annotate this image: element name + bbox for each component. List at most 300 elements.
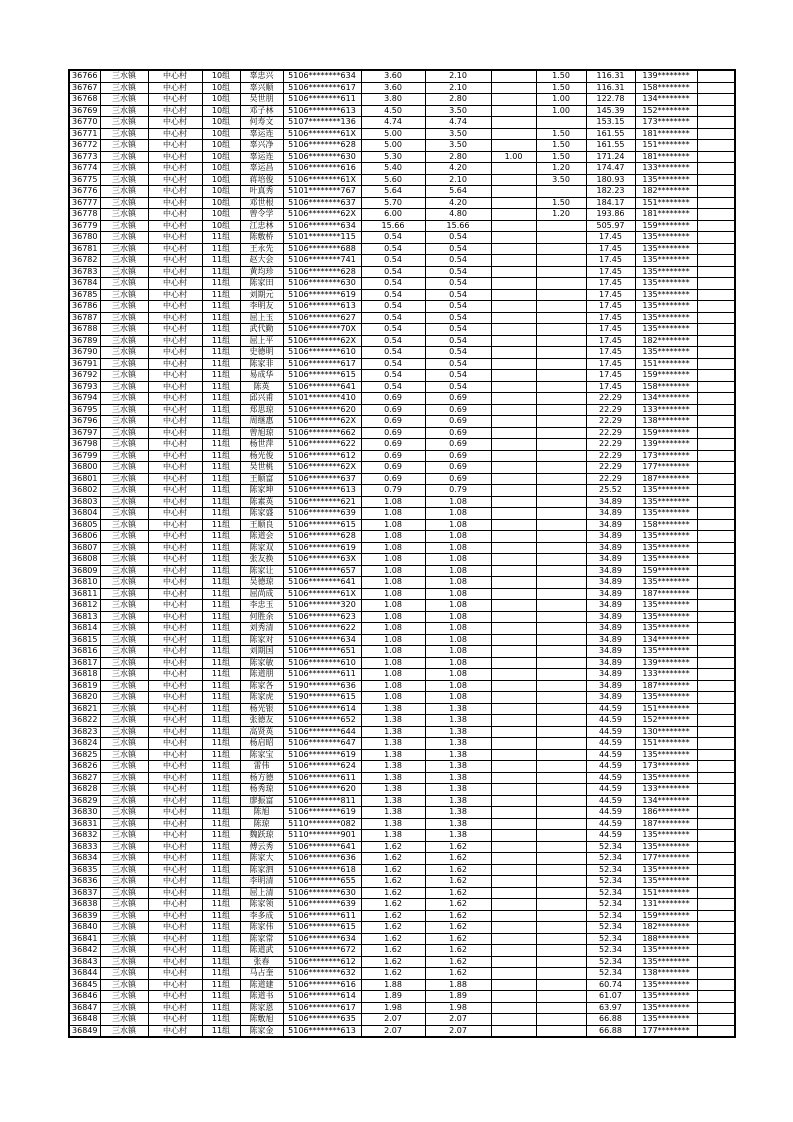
cell-num3	[491, 450, 536, 462]
cell-blank	[697, 657, 735, 669]
cell-seq: 36835	[69, 864, 100, 876]
table-row	[69, 600, 735, 612]
cell-village: 中心村	[148, 945, 202, 957]
cell-name: 陈道建	[240, 979, 283, 991]
cell-village: 中心村	[148, 393, 202, 405]
cell-phone: 135********	[635, 542, 697, 554]
cell-name: 陈家非	[240, 358, 283, 370]
cell-id-number: 5190********615	[283, 692, 361, 704]
cell-blank	[697, 611, 735, 623]
cell-village: 中心村	[148, 979, 202, 991]
cell-num3	[491, 163, 536, 175]
cell-num2: 0.79	[425, 485, 491, 497]
cell-name: 陈道书	[240, 991, 283, 1003]
table-row	[69, 715, 735, 727]
cell-phone: 135********	[635, 945, 697, 957]
cell-group: 10组	[202, 140, 240, 152]
cell-group: 10组	[202, 151, 240, 163]
cell-seq: 36791	[69, 358, 100, 370]
cell-name: 屈上清	[240, 887, 283, 899]
cell-village: 中心村	[148, 565, 202, 577]
cell-village: 中心村	[148, 496, 202, 508]
cell-phone: 135********	[635, 554, 697, 566]
cell-town: 三水镇	[100, 761, 148, 773]
cell-num3	[491, 577, 536, 589]
cell-total: 44.59	[586, 830, 635, 842]
cell-blank	[697, 151, 735, 163]
cell-num2: 1.08	[425, 657, 491, 669]
table-row	[69, 347, 735, 359]
cell-name: 邓世根	[240, 197, 283, 209]
cell-total: 61.07	[586, 991, 635, 1003]
cell-village: 中心村	[148, 726, 202, 738]
cell-total: 44.59	[586, 715, 635, 727]
cell-num4	[536, 554, 586, 566]
cell-num2: 1.38	[425, 795, 491, 807]
cell-phone: 135********	[635, 531, 697, 543]
cell-total: 122.78	[586, 94, 635, 106]
cell-group: 10组	[202, 174, 240, 186]
cell-id-number: 5106********613	[283, 1025, 361, 1037]
cell-village: 中心村	[148, 956, 202, 968]
cell-num3	[491, 209, 536, 221]
cell-num2: 1.38	[425, 830, 491, 842]
cell-seq: 36781	[69, 243, 100, 255]
table-row	[69, 473, 735, 485]
cell-group: 11组	[202, 968, 240, 980]
cell-total: 52.34	[586, 910, 635, 922]
cell-num3	[491, 232, 536, 244]
cell-group: 11组	[202, 381, 240, 393]
cell-total: 17.45	[586, 358, 635, 370]
cell-seq: 36816	[69, 646, 100, 658]
table-row	[69, 853, 735, 865]
cell-num3: 1.00	[491, 151, 536, 163]
cell-village: 中心村	[148, 94, 202, 106]
cell-blank	[697, 485, 735, 497]
cell-total: 22.29	[586, 473, 635, 485]
cell-town: 三水镇	[100, 186, 148, 198]
cell-num1: 1.62	[361, 910, 425, 922]
cell-total: 17.45	[586, 243, 635, 255]
table-row	[69, 335, 735, 347]
cell-id-number: 5106********651	[283, 646, 361, 658]
cell-num1: 1.89	[361, 991, 425, 1003]
cell-total: 44.59	[586, 772, 635, 784]
cell-num3	[491, 381, 536, 393]
cell-blank	[697, 749, 735, 761]
cell-blank	[697, 692, 735, 704]
cell-num2: 4.80	[425, 209, 491, 221]
cell-village: 中心村	[148, 588, 202, 600]
cell-blank	[697, 554, 735, 566]
cell-num4: 3.50	[536, 174, 586, 186]
cell-town: 三水镇	[100, 692, 148, 704]
cell-village: 中心村	[148, 1002, 202, 1014]
cell-seq: 36845	[69, 979, 100, 991]
cell-town: 三水镇	[100, 243, 148, 255]
cell-phone: 135********	[635, 324, 697, 336]
cell-num4	[536, 462, 586, 474]
cell-town: 三水镇	[100, 70, 148, 82]
cell-id-number: 5106********630	[283, 278, 361, 290]
cell-village: 中心村	[148, 427, 202, 439]
table-row	[69, 1014, 735, 1026]
cell-name: 刘期国	[240, 646, 283, 658]
cell-seq: 36812	[69, 600, 100, 612]
cell-name: 雷伟	[240, 761, 283, 773]
cell-phone: 133********	[635, 404, 697, 416]
cell-total: 34.89	[586, 531, 635, 543]
cell-num1: 1.08	[361, 646, 425, 658]
cell-blank	[697, 634, 735, 646]
cell-num1: 1.08	[361, 508, 425, 520]
cell-num3	[491, 312, 536, 324]
cell-phone: 135********	[635, 577, 697, 589]
cell-name: 陈家伟	[240, 922, 283, 934]
cell-num4	[536, 922, 586, 934]
cell-num2: 4.74	[425, 117, 491, 129]
table-row	[69, 795, 735, 807]
cell-town: 三水镇	[100, 485, 148, 497]
table-row	[69, 830, 735, 842]
cell-seq: 36784	[69, 278, 100, 290]
cell-num4: 1.00	[536, 94, 586, 106]
cell-num3	[491, 324, 536, 336]
cell-num3	[491, 933, 536, 945]
cell-phone: 133********	[635, 163, 697, 175]
cell-total: 153.15	[586, 117, 635, 129]
cell-num1: 1.62	[361, 841, 425, 853]
cell-total: 34.89	[586, 577, 635, 589]
cell-village: 中心村	[148, 128, 202, 140]
cell-name: 陈敷桥	[240, 232, 283, 244]
cell-num3	[491, 427, 536, 439]
cell-name: 易成华	[240, 370, 283, 382]
cell-total: 193.86	[586, 209, 635, 221]
cell-name: 陈家大	[240, 853, 283, 865]
cell-num4	[536, 669, 586, 681]
cell-blank	[697, 841, 735, 853]
cell-id-number: 5106********619	[283, 749, 361, 761]
cell-num2: 1.38	[425, 726, 491, 738]
cell-num4	[536, 531, 586, 543]
cell-total: 44.59	[586, 807, 635, 819]
cell-blank	[697, 117, 735, 129]
table-row	[69, 197, 735, 209]
cell-seq: 36846	[69, 991, 100, 1003]
cell-town: 三水镇	[100, 140, 148, 152]
cell-id-number: 5106********628	[283, 531, 361, 543]
cell-phone: 135********	[635, 174, 697, 186]
cell-phone: 135********	[635, 1002, 697, 1014]
cell-name: 曾旭琼	[240, 427, 283, 439]
cell-num4	[536, 807, 586, 819]
cell-total: 34.89	[586, 600, 635, 612]
cell-town: 三水镇	[100, 738, 148, 750]
cell-num3	[491, 186, 536, 198]
cell-name: 辜运连	[240, 128, 283, 140]
cell-num2: 1.98	[425, 1002, 491, 1014]
cell-blank	[697, 209, 735, 221]
table-row	[69, 634, 735, 646]
cell-village: 中心村	[148, 462, 202, 474]
cell-seq: 36840	[69, 922, 100, 934]
cell-seq: 36839	[69, 910, 100, 922]
cell-name: 陈家盛	[240, 508, 283, 520]
cell-phone: 152********	[635, 715, 697, 727]
cell-num4	[536, 945, 586, 957]
cell-seq: 36778	[69, 209, 100, 221]
cell-blank	[697, 324, 735, 336]
cell-name: 吴世朋	[240, 94, 283, 106]
cell-id-number: 5106********617	[283, 82, 361, 94]
cell-town: 三水镇	[100, 749, 148, 761]
cell-num2: 1.62	[425, 968, 491, 980]
cell-name: 吴世桃	[240, 462, 283, 474]
cell-total: 34.89	[586, 565, 635, 577]
cell-num4	[536, 519, 586, 531]
cell-phone: 134********	[635, 795, 697, 807]
cell-group: 11组	[202, 255, 240, 267]
cell-town: 三水镇	[100, 1002, 148, 1014]
cell-group: 11组	[202, 795, 240, 807]
cell-group: 11组	[202, 370, 240, 382]
cell-num1: 1.38	[361, 738, 425, 750]
cell-num3	[491, 393, 536, 405]
cell-town: 三水镇	[100, 347, 148, 359]
cell-town: 三水镇	[100, 922, 148, 934]
cell-name: 王顺富	[240, 473, 283, 485]
cell-village: 中心村	[148, 117, 202, 129]
cell-num2: 0.54	[425, 347, 491, 359]
cell-name: 陈家双	[240, 542, 283, 554]
cell-village: 中心村	[148, 70, 202, 82]
cell-num2: 5.64	[425, 186, 491, 198]
cell-num3	[491, 634, 536, 646]
cell-group: 11组	[202, 841, 240, 853]
cell-blank	[697, 519, 735, 531]
cell-town: 三水镇	[100, 795, 148, 807]
cell-num1: 6.00	[361, 209, 425, 221]
cell-village: 中心村	[148, 600, 202, 612]
cell-num2: 0.54	[425, 370, 491, 382]
cell-seq: 36849	[69, 1025, 100, 1037]
cell-id-number: 5106********62X	[283, 335, 361, 347]
cell-phone: 182********	[635, 922, 697, 934]
cell-num2: 2.10	[425, 82, 491, 94]
cell-num1: 3.60	[361, 70, 425, 82]
cell-num3	[491, 657, 536, 669]
cell-blank	[697, 128, 735, 140]
cell-num3	[491, 795, 536, 807]
cell-num4	[536, 784, 586, 796]
cell-num4	[536, 646, 586, 658]
cell-town: 三水镇	[100, 577, 148, 589]
cell-blank	[697, 703, 735, 715]
cell-num1: 1.62	[361, 956, 425, 968]
cell-total: 17.45	[586, 324, 635, 336]
cell-total: 505.97	[586, 220, 635, 232]
cell-num2: 1.08	[425, 565, 491, 577]
cell-num1: 0.54	[361, 347, 425, 359]
cell-total: 17.45	[586, 335, 635, 347]
cell-village: 中心村	[148, 347, 202, 359]
cell-blank	[697, 853, 735, 865]
cell-phone: 159********	[635, 220, 697, 232]
cell-num3	[491, 945, 536, 957]
cell-village: 中心村	[148, 761, 202, 773]
cell-num1: 0.79	[361, 485, 425, 497]
table-row	[69, 70, 735, 82]
cell-num3	[491, 531, 536, 543]
cell-num3	[491, 416, 536, 428]
cell-village: 中心村	[148, 186, 202, 198]
cell-num4	[536, 117, 586, 129]
cell-seq: 36797	[69, 427, 100, 439]
cell-name: 王永先	[240, 243, 283, 255]
cell-seq: 36772	[69, 140, 100, 152]
cell-blank	[697, 588, 735, 600]
cell-phone: 135********	[635, 496, 697, 508]
cell-group: 11组	[202, 588, 240, 600]
cell-id-number: 5106********614	[283, 991, 361, 1003]
cell-seq: 36801	[69, 473, 100, 485]
cell-name: 武代勤	[240, 324, 283, 336]
cell-num2: 2.80	[425, 151, 491, 163]
cell-num1: 1.38	[361, 772, 425, 784]
cell-phone: 135********	[635, 991, 697, 1003]
cell-num3	[491, 542, 536, 554]
cell-town: 三水镇	[100, 105, 148, 117]
cell-village: 中心村	[148, 738, 202, 750]
cell-id-number: 5106********616	[283, 979, 361, 991]
cell-blank	[697, 830, 735, 842]
cell-blank	[697, 370, 735, 382]
table-row	[69, 278, 735, 290]
cell-id-number: 5106********61X	[283, 128, 361, 140]
cell-town: 三水镇	[100, 542, 148, 554]
cell-num3	[491, 623, 536, 635]
cell-num3	[491, 922, 536, 934]
cell-phone: 173********	[635, 450, 697, 462]
cell-town: 三水镇	[100, 439, 148, 451]
cell-group: 11组	[202, 830, 240, 842]
cell-num3	[491, 301, 536, 313]
cell-num4	[536, 715, 586, 727]
cell-seq: 36830	[69, 807, 100, 819]
cell-id-number: 5106********61X	[283, 588, 361, 600]
cell-village: 中心村	[148, 577, 202, 589]
cell-id-number: 5106********632	[283, 968, 361, 980]
cell-blank	[697, 416, 735, 428]
cell-num1: 1.88	[361, 979, 425, 991]
cell-phone: 135********	[635, 864, 697, 876]
cell-blank	[697, 646, 735, 658]
table-row	[69, 726, 735, 738]
table-row	[69, 784, 735, 796]
cell-num4: 1.50	[536, 197, 586, 209]
cell-group: 11组	[202, 910, 240, 922]
cell-village: 中心村	[148, 519, 202, 531]
cell-village: 中心村	[148, 324, 202, 336]
cell-id-number: 5106********620	[283, 404, 361, 416]
cell-num2: 1.62	[425, 887, 491, 899]
cell-total: 66.88	[586, 1025, 635, 1037]
cell-name: 傅云秀	[240, 841, 283, 853]
cell-name: 张友换	[240, 554, 283, 566]
table-row	[69, 611, 735, 623]
table-row	[69, 818, 735, 830]
cell-id-number: 5106********61X	[283, 174, 361, 186]
cell-total: 34.89	[586, 680, 635, 692]
table-row	[69, 542, 735, 554]
cell-num4	[536, 588, 586, 600]
cell-id-number: 5106********634	[283, 933, 361, 945]
table-row	[69, 703, 735, 715]
cell-village: 中心村	[148, 807, 202, 819]
cell-total: 44.59	[586, 818, 635, 830]
cell-num1: 1.08	[361, 611, 425, 623]
cell-num4	[536, 255, 586, 267]
cell-num2: 1.38	[425, 772, 491, 784]
cell-name: 杨光银	[240, 703, 283, 715]
cell-num1: 1.08	[361, 496, 425, 508]
cell-seq: 36802	[69, 485, 100, 497]
cell-blank	[697, 197, 735, 209]
cell-village: 中心村	[148, 105, 202, 117]
cell-num2: 2.10	[425, 174, 491, 186]
cell-phone: 173********	[635, 761, 697, 773]
cell-num1: 5.40	[361, 163, 425, 175]
cell-num3	[491, 140, 536, 152]
table-row	[69, 772, 735, 784]
cell-blank	[697, 899, 735, 911]
cell-seq: 36783	[69, 266, 100, 278]
cell-num3	[491, 807, 536, 819]
roster-table-container	[68, 69, 736, 1038]
cell-village: 中心村	[148, 784, 202, 796]
cell-num2: 1.62	[425, 864, 491, 876]
cell-num3	[491, 496, 536, 508]
cell-num4	[536, 772, 586, 784]
cell-num2: 0.54	[425, 358, 491, 370]
cell-num4	[536, 450, 586, 462]
cell-id-number: 5106********636	[283, 853, 361, 865]
cell-num3	[491, 899, 536, 911]
cell-id-number: 5106********622	[283, 439, 361, 451]
cell-num1: 0.54	[361, 370, 425, 382]
cell-phone: 173********	[635, 117, 697, 129]
cell-num2: 0.69	[425, 416, 491, 428]
cell-village: 中心村	[148, 703, 202, 715]
cell-num2: 0.69	[425, 404, 491, 416]
cell-name: 屈尚成	[240, 588, 283, 600]
cell-total: 44.59	[586, 795, 635, 807]
cell-blank	[697, 404, 735, 416]
cell-phone: 135********	[635, 841, 697, 853]
cell-name: 杨方德	[240, 772, 283, 784]
cell-village: 中心村	[148, 335, 202, 347]
cell-phone: 181********	[635, 128, 697, 140]
cell-id-number: 5106********619	[283, 807, 361, 819]
cell-blank	[697, 956, 735, 968]
cell-town: 三水镇	[100, 588, 148, 600]
cell-num3	[491, 220, 536, 232]
cell-num1: 1.38	[361, 784, 425, 796]
cell-seq: 36803	[69, 496, 100, 508]
table-row	[69, 416, 735, 428]
